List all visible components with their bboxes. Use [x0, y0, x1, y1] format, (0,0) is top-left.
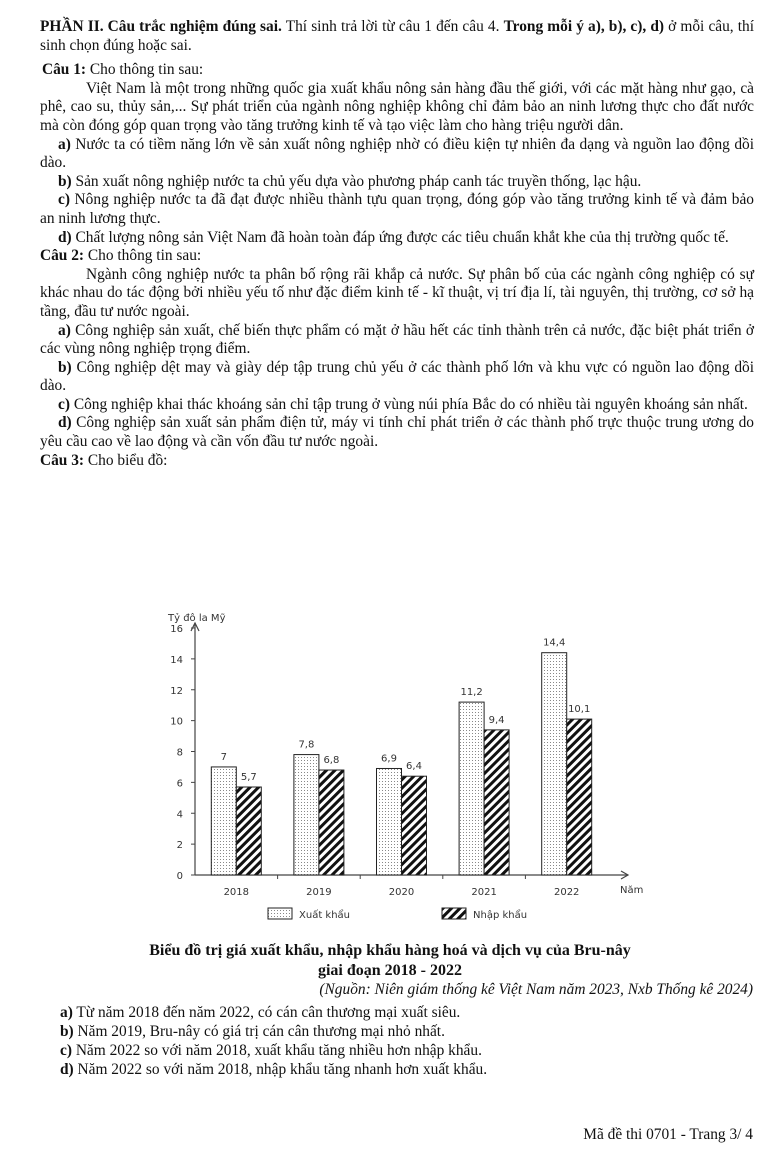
- question-prompt: Cho thông tin sau:: [86, 61, 204, 79]
- option-text: Từ năm 2018 đến năm 2022, có cán cân thương mại xuất siêu.: [72, 1004, 461, 1021]
- legend-label: Nhập khẩu: [473, 910, 528, 921]
- question-2-option-b[interactable]: [40, 359, 754, 396]
- option-text: Năm 2022 so với năm 2018, nhập khẩu tăng nhanh hơn xuất khẩu.: [73, 1061, 488, 1078]
- chart-caption-line2: giai đoạn 2018 - 2022: [317, 962, 462, 979]
- x-tick-label: 2020: [388, 887, 415, 898]
- y-axis-label: Tỷ đô la Mỹ: [168, 613, 226, 624]
- bar-import: [484, 730, 509, 875]
- page-footer: Mã đề thi 0701 - Trang 3/ 4: [583, 1126, 753, 1143]
- bar-export: [294, 755, 319, 875]
- question-1-option-d[interactable]: [40, 229, 754, 248]
- question-3-heading: [40, 452, 754, 471]
- question-prompt: Cho thông tin sau:: [84, 247, 202, 265]
- data-label: 7,8: [298, 739, 315, 751]
- bar-export: [459, 702, 484, 875]
- chart-legend: [268, 908, 527, 921]
- y-tick-label: 0: [176, 871, 183, 882]
- bar-chart: [0, 600, 780, 935]
- x-tick-label: 2018: [223, 887, 250, 898]
- option-key: b): [58, 172, 72, 190]
- question-2-heading: [40, 247, 754, 266]
- x-axis-label: Năm: [620, 885, 644, 896]
- instruction-text: Thí sinh trả lời từ câu 1 đến câu 4.: [281, 18, 504, 35]
- option-text: Công nghiệp dệt may và giày dép tập trung chủ yếu ở các thành phố lớn và khu vực có nguồn lao động dồi dào.: [40, 358, 754, 395]
- data-label: 7: [220, 751, 227, 763]
- instruction-tail: ở mỗi câu, thí sinh chọn đúng hoặc sai.: [40, 18, 755, 54]
- chart-caption-line1: Biểu đồ trị giá xuất khẩu, nhập khẩu hàng hoá và dịch vụ của Bru-nây: [149, 942, 631, 959]
- legend-swatch: [442, 908, 466, 919]
- bar-export: [377, 768, 402, 875]
- question-3-option-a[interactable]: [60, 1003, 760, 1022]
- option-text: Năm 2022 so với năm 2018, xuất khẩu tăng nhiều hơn nhập khẩu.: [71, 1042, 482, 1059]
- question-label: Câu 2:: [40, 247, 85, 265]
- legend-label: Xuất khẩu: [299, 910, 351, 921]
- section-instruction: [40, 18, 754, 55]
- chart-bars: [211, 653, 591, 875]
- question-2-option-a[interactable]: [40, 322, 754, 359]
- data-label: 11,2: [460, 687, 483, 699]
- bar-export: [211, 767, 236, 875]
- y-tick-label: 8: [176, 747, 183, 759]
- question-prompt: Cho biểu đồ:: [84, 451, 168, 469]
- bar-import: [402, 776, 427, 875]
- option-key: b): [60, 1023, 74, 1040]
- question-3-option-b[interactable]: [60, 1022, 760, 1041]
- x-tick-label: 2022: [553, 887, 580, 898]
- option-text: Công nghiệp sản xuất, chế biến thực phẩm có mặt ở hầu hết các tỉnh thành trên cả nước, đặc biệt phát triển ở các vùng nông nghiệp trọng điểm.: [40, 321, 754, 358]
- y-tick-label: 16: [170, 624, 183, 635]
- data-label: 6,4: [406, 761, 422, 773]
- option-key: a): [58, 321, 71, 339]
- option-key: d): [60, 1061, 74, 1078]
- option-key: a): [58, 135, 71, 153]
- option-text: Năm 2019, Bru-nây có giá trị cán cân thương mại nhỏ nhất.: [73, 1023, 445, 1040]
- option-text: Công nghiệp sản xuất sản phẩm điện tử, máy vi tính chỉ phát triển ở các thành phố trực thuộc trung ương do yêu cầu cao về lao động và cần vốn đầu tư nước ngoài.: [40, 414, 754, 451]
- option-key: b): [58, 358, 72, 376]
- data-label: 6,8: [323, 755, 340, 767]
- data-label: 9,4: [488, 714, 505, 726]
- bar-import: [236, 787, 261, 875]
- option-text: Công nghiệp khai thác khoáng sản chỉ tập trung ở vùng núi phía Bắc do có nhiều tài nguyên khoáng sản nhất.: [69, 395, 748, 413]
- option-key: d): [58, 414, 72, 432]
- y-tick-label: 6: [176, 778, 183, 790]
- question-1-heading: [42, 61, 754, 80]
- option-text: Chất lượng nông sản Việt Nam đã hoàn toàn đáp ứng được các tiêu chuẩn khắt khe của thị trường quốc tế.: [71, 228, 729, 246]
- y-tick-label: 10: [170, 716, 183, 728]
- question-2-passage: Ngành công nghiệp nước ta phân bố rộng rãi khắp cả nước. Sự phân bố của các ngành công nghiệp có sự khác nhau do tác động bởi nhiều yếu tố như đặc điểm kinh tế - kĩ thuật, vị trí địa lí, tài nguyên, thị trường, cơ sở hạ tầng, đầu tư nước ngoài.: [40, 265, 754, 320]
- bar-import: [319, 770, 344, 875]
- option-key: c): [58, 191, 70, 209]
- question-3-option-c[interactable]: [60, 1041, 760, 1060]
- question-1-passage: Việt Nam là một trong những quốc gia xuất khẩu nông sản hàng đầu thế giới, với các mặt hàng như gạo, cà phê, cao su, thủy sản,... Sự phát triển của ngành nông nghiệp không chỉ đảm bảo an ninh lương thực cho đất nước mà còn đóng góp quan trọng vào tăng trưởng kinh tế và tạo việc làm cho hàng triệu người dân.: [40, 79, 754, 134]
- exam-page: [40, 18, 754, 470]
- question-1-option-a[interactable]: [40, 136, 754, 173]
- y-tick-label: 12: [170, 685, 183, 697]
- question-label: Câu 3:: [40, 451, 85, 469]
- legend-swatch: [268, 908, 292, 919]
- y-tick-label: 14: [170, 654, 183, 666]
- data-label: 14,4: [543, 637, 566, 649]
- data-label: 5,7: [240, 772, 257, 784]
- x-tick-label: 2019: [306, 887, 332, 898]
- option-key: c): [60, 1042, 72, 1059]
- chart-labels: [221, 638, 591, 783]
- question-1-option-b[interactable]: [40, 173, 754, 192]
- x-tick-label: 2021: [471, 887, 497, 898]
- question-label: Câu 1:: [42, 61, 87, 79]
- question-2-option-d[interactable]: [40, 414, 754, 451]
- question-3-option-d[interactable]: [60, 1060, 760, 1079]
- option-key: d): [58, 228, 72, 246]
- data-label: 6,9: [381, 753, 397, 765]
- option-text: Nông nghiệp nước ta đã đạt được nhiều thành tựu quan trọng, đóng góp vào tăng trưởng kinh tế và đảm bảo an ninh lương thực.: [40, 191, 754, 227]
- bar-chart-svg: [0, 600, 780, 935]
- section-title: PHẦN II. Câu trắc nghiệm đúng sai.: [40, 18, 282, 35]
- bar-export: [542, 653, 567, 875]
- y-tick-label: 4: [176, 809, 183, 821]
- question-3-options: [60, 1003, 760, 1079]
- chart-source: (Nguồn: Niên giám thống kê Việt Nam năm 2023, Nxb Thống kê 2024): [319, 981, 753, 998]
- option-text: Nước ta có tiềm năng lớn về sản xuất nông nghiệp nhờ có điều kiện tự nhiên đa dạng và nguồn lao động dồi dào.: [40, 135, 754, 172]
- bar-import: [567, 719, 592, 875]
- instruction-bold: Trong mỗi ý a), b), c), d): [503, 18, 665, 35]
- question-1-option-c[interactable]: [40, 191, 754, 228]
- data-label: 10,1: [568, 704, 591, 716]
- option-key: a): [60, 1004, 73, 1021]
- option-text: Sản xuất nông nghiệp nước ta chủ yếu dựa vào phương pháp canh tác truyền thống, lạc hậu.: [71, 172, 642, 190]
- question-2-option-c[interactable]: [40, 396, 754, 415]
- option-key: c): [58, 395, 70, 413]
- y-tick-label: 2: [176, 840, 183, 852]
